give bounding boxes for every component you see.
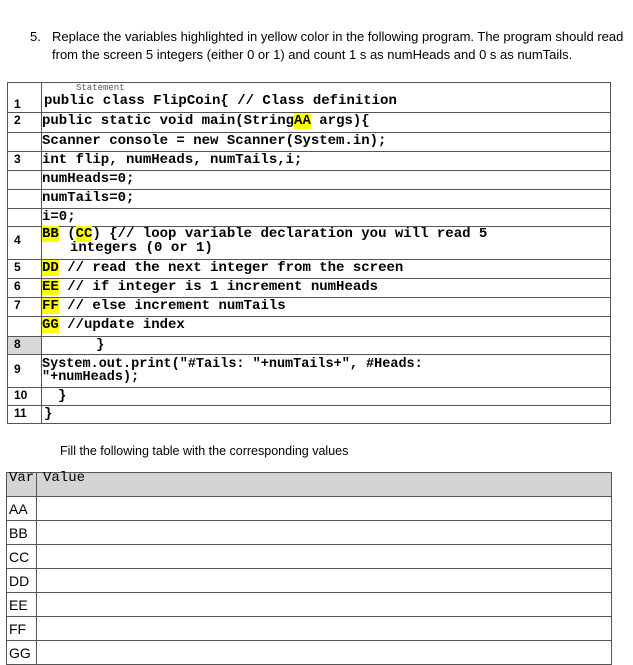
code-line-i-init: i=0; <box>42 209 611 227</box>
line-number: 1 <box>8 83 42 113</box>
var-column-header: Var <box>7 473 37 497</box>
line-number: 5 <box>8 260 42 279</box>
line-number: 2 <box>8 113 42 133</box>
value-cell[interactable] <box>37 593 612 617</box>
code-line-8: } <box>42 337 611 355</box>
var-label: AA <box>7 497 37 521</box>
code-text: public class FlipCoin{ // Class definition <box>44 93 397 109</box>
line-number <box>8 209 42 227</box>
answer-row <box>7 593 612 617</box>
placeholder-EE: EE <box>42 279 59 295</box>
code-line-4: BB (CC) {// loop variable declaration you will read 5 integers (0 or 1) <box>42 227 611 260</box>
code-line-11: } <box>42 406 611 424</box>
var-label: DD <box>7 569 37 593</box>
placeholder-BB: BB <box>42 226 59 242</box>
code-line-3: int flip, numHeads, numTails,i; <box>42 152 611 171</box>
line-number: 8 <box>8 337 42 355</box>
line-number <box>8 190 42 209</box>
line-number <box>8 133 42 152</box>
answer-header-row <box>7 473 612 497</box>
answer-row <box>7 521 612 545</box>
line-number: 11 <box>8 406 42 424</box>
value-cell[interactable] <box>37 617 612 641</box>
placeholder-DD: DD <box>42 260 59 276</box>
question-text: Replace the variables highlighted in yellow color in the following program. The program should read from the screen 5 integers (either 0 or 1) and count 1 s as numHeads and 0 s as numTails. <box>52 29 624 62</box>
code-line-tails-init: numTails=0; <box>42 190 611 209</box>
answer-row <box>7 545 612 569</box>
var-label: FF <box>7 617 37 641</box>
var-label: BB <box>7 521 37 545</box>
value-column-header: Value <box>37 473 612 497</box>
value-cell[interactable] <box>37 569 612 593</box>
value-cell[interactable] <box>37 497 612 521</box>
code-line-6: EE // if integer is 1 increment numHeads <box>42 279 611 298</box>
line-number: 7 <box>8 298 42 317</box>
code-table <box>7 82 611 424</box>
line-number: 6 <box>8 279 42 298</box>
answer-row <box>7 569 612 593</box>
line-number: 3 <box>8 152 42 171</box>
instruction-text: Fill the following table with the corresponding values <box>60 444 349 458</box>
line-number: 4 <box>8 227 42 260</box>
value-cell[interactable] <box>37 641 612 665</box>
code-line-10: } <box>42 388 611 406</box>
code-line-9: System.out.print("#Tails: "+numTails+", #Heads: "+numHeads); <box>42 355 611 388</box>
code-line-5: DD // read the next integer from the screen <box>42 260 611 279</box>
answer-row <box>7 641 612 665</box>
var-label: EE <box>7 593 37 617</box>
code-line-heads-init: numHeads=0; <box>42 171 611 190</box>
line-number: 10 <box>8 388 42 406</box>
var-label: CC <box>7 545 37 569</box>
line-number: 9 <box>8 355 42 388</box>
question-number: 5. <box>30 29 41 44</box>
code-line-scanner: Scanner console = new Scanner(System.in); <box>42 133 611 152</box>
value-cell[interactable] <box>37 545 612 569</box>
line-number <box>8 317 42 337</box>
code-line-2: public static void main(StringAA args){ <box>42 113 611 133</box>
code-line-update: GG //update index <box>42 317 611 337</box>
code-line-1 <box>42 83 611 113</box>
placeholder-CC: CC <box>75 226 93 242</box>
value-cell[interactable] <box>37 521 612 545</box>
line-number <box>8 171 42 190</box>
code-line-7: FF // else increment numTails <box>42 298 611 317</box>
placeholder-FF: FF <box>42 298 59 314</box>
placeholder-AA: AA <box>294 113 311 129</box>
answer-row <box>7 497 612 521</box>
placeholder-GG: GG <box>42 317 59 333</box>
statement-header: Statement <box>76 83 125 93</box>
answer-row <box>7 617 612 641</box>
answer-table <box>6 472 612 665</box>
var-label: GG <box>7 641 37 665</box>
